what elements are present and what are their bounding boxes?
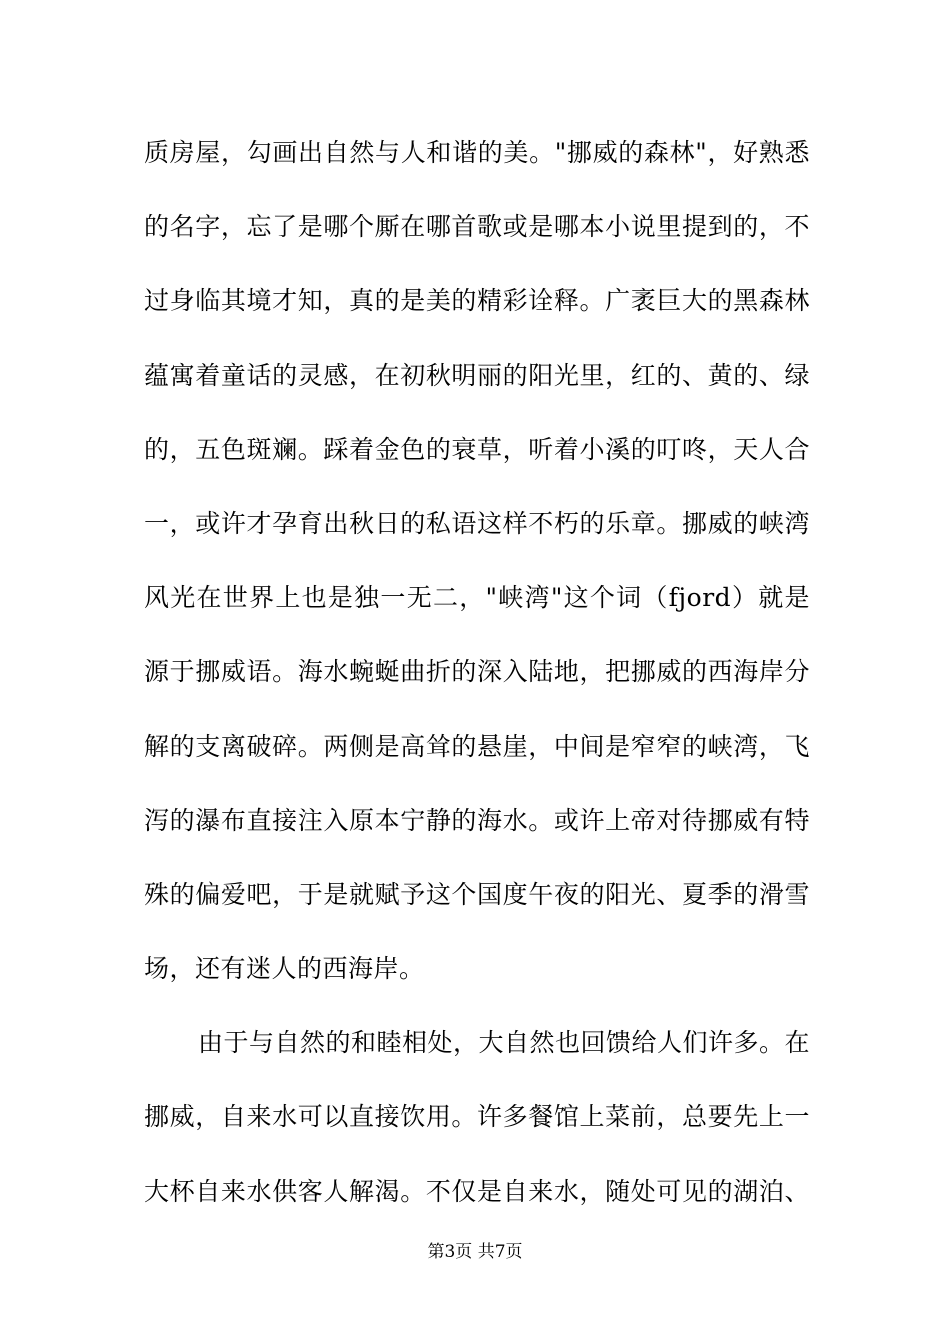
text-line: 解的支离破碎。两侧是高耸的悬崖，中间是窄窄的峡湾，飞 <box>144 731 810 761</box>
text-line: 蕴寓着童话的灵感，在初秋明丽的阳光里，红的、黄的、绿 <box>144 360 810 390</box>
page-number-footer: 第3页 共7页 <box>427 1242 523 1262</box>
text-line: 殊的偏爱吧，于是就赋予这个国度午夜的阳光、夏季的滑雪 <box>144 879 810 909</box>
text-line-paragraph-start: 由于与自然的和睦相处，大自然也回馈给人们许多。在 <box>198 1028 811 1058</box>
text-line-paragraph-end: 场，还有迷人的西海岸。 <box>144 954 425 984</box>
text-line: 的名字，忘了是哪个厮在哪首歌或是哪本小说里提到的，不 <box>144 212 810 242</box>
text-line: 的，五色斑斓。踩着金色的衰草，听着小溪的叮咚，天人合 <box>144 434 810 464</box>
text-line: 泻的瀑布直接注入原本宁静的海水。或许上帝对待挪威有特 <box>144 805 810 835</box>
text-line: 源于挪威语。海水蜿蜒曲折的深入陆地，把挪威的西海岸分 <box>144 657 810 687</box>
text-line: 过身临其境才知，真的是美的精彩诠释。广袤巨大的黑森林 <box>144 286 810 316</box>
text-line: 风光在世界上也是独一无二，"峡湾"这个词（fjord）就是 <box>144 583 810 613</box>
body-text <box>144 124 810 1237</box>
text-line: 大杯自来水供客人解渴。不仅是自来水，随处可见的湖泊、 <box>144 1176 810 1206</box>
text-line: 一，或许才孕育出秋日的私语这样不朽的乐章。挪威的峡湾 <box>144 508 810 538</box>
text-line: 质房屋，勾画出自然与人和谐的美。"挪威的森林"，好熟悉 <box>144 138 810 167</box>
text-line: 挪威，自来水可以直接饮用。许多餐馆上菜前，总要先上一 <box>144 1102 810 1132</box>
